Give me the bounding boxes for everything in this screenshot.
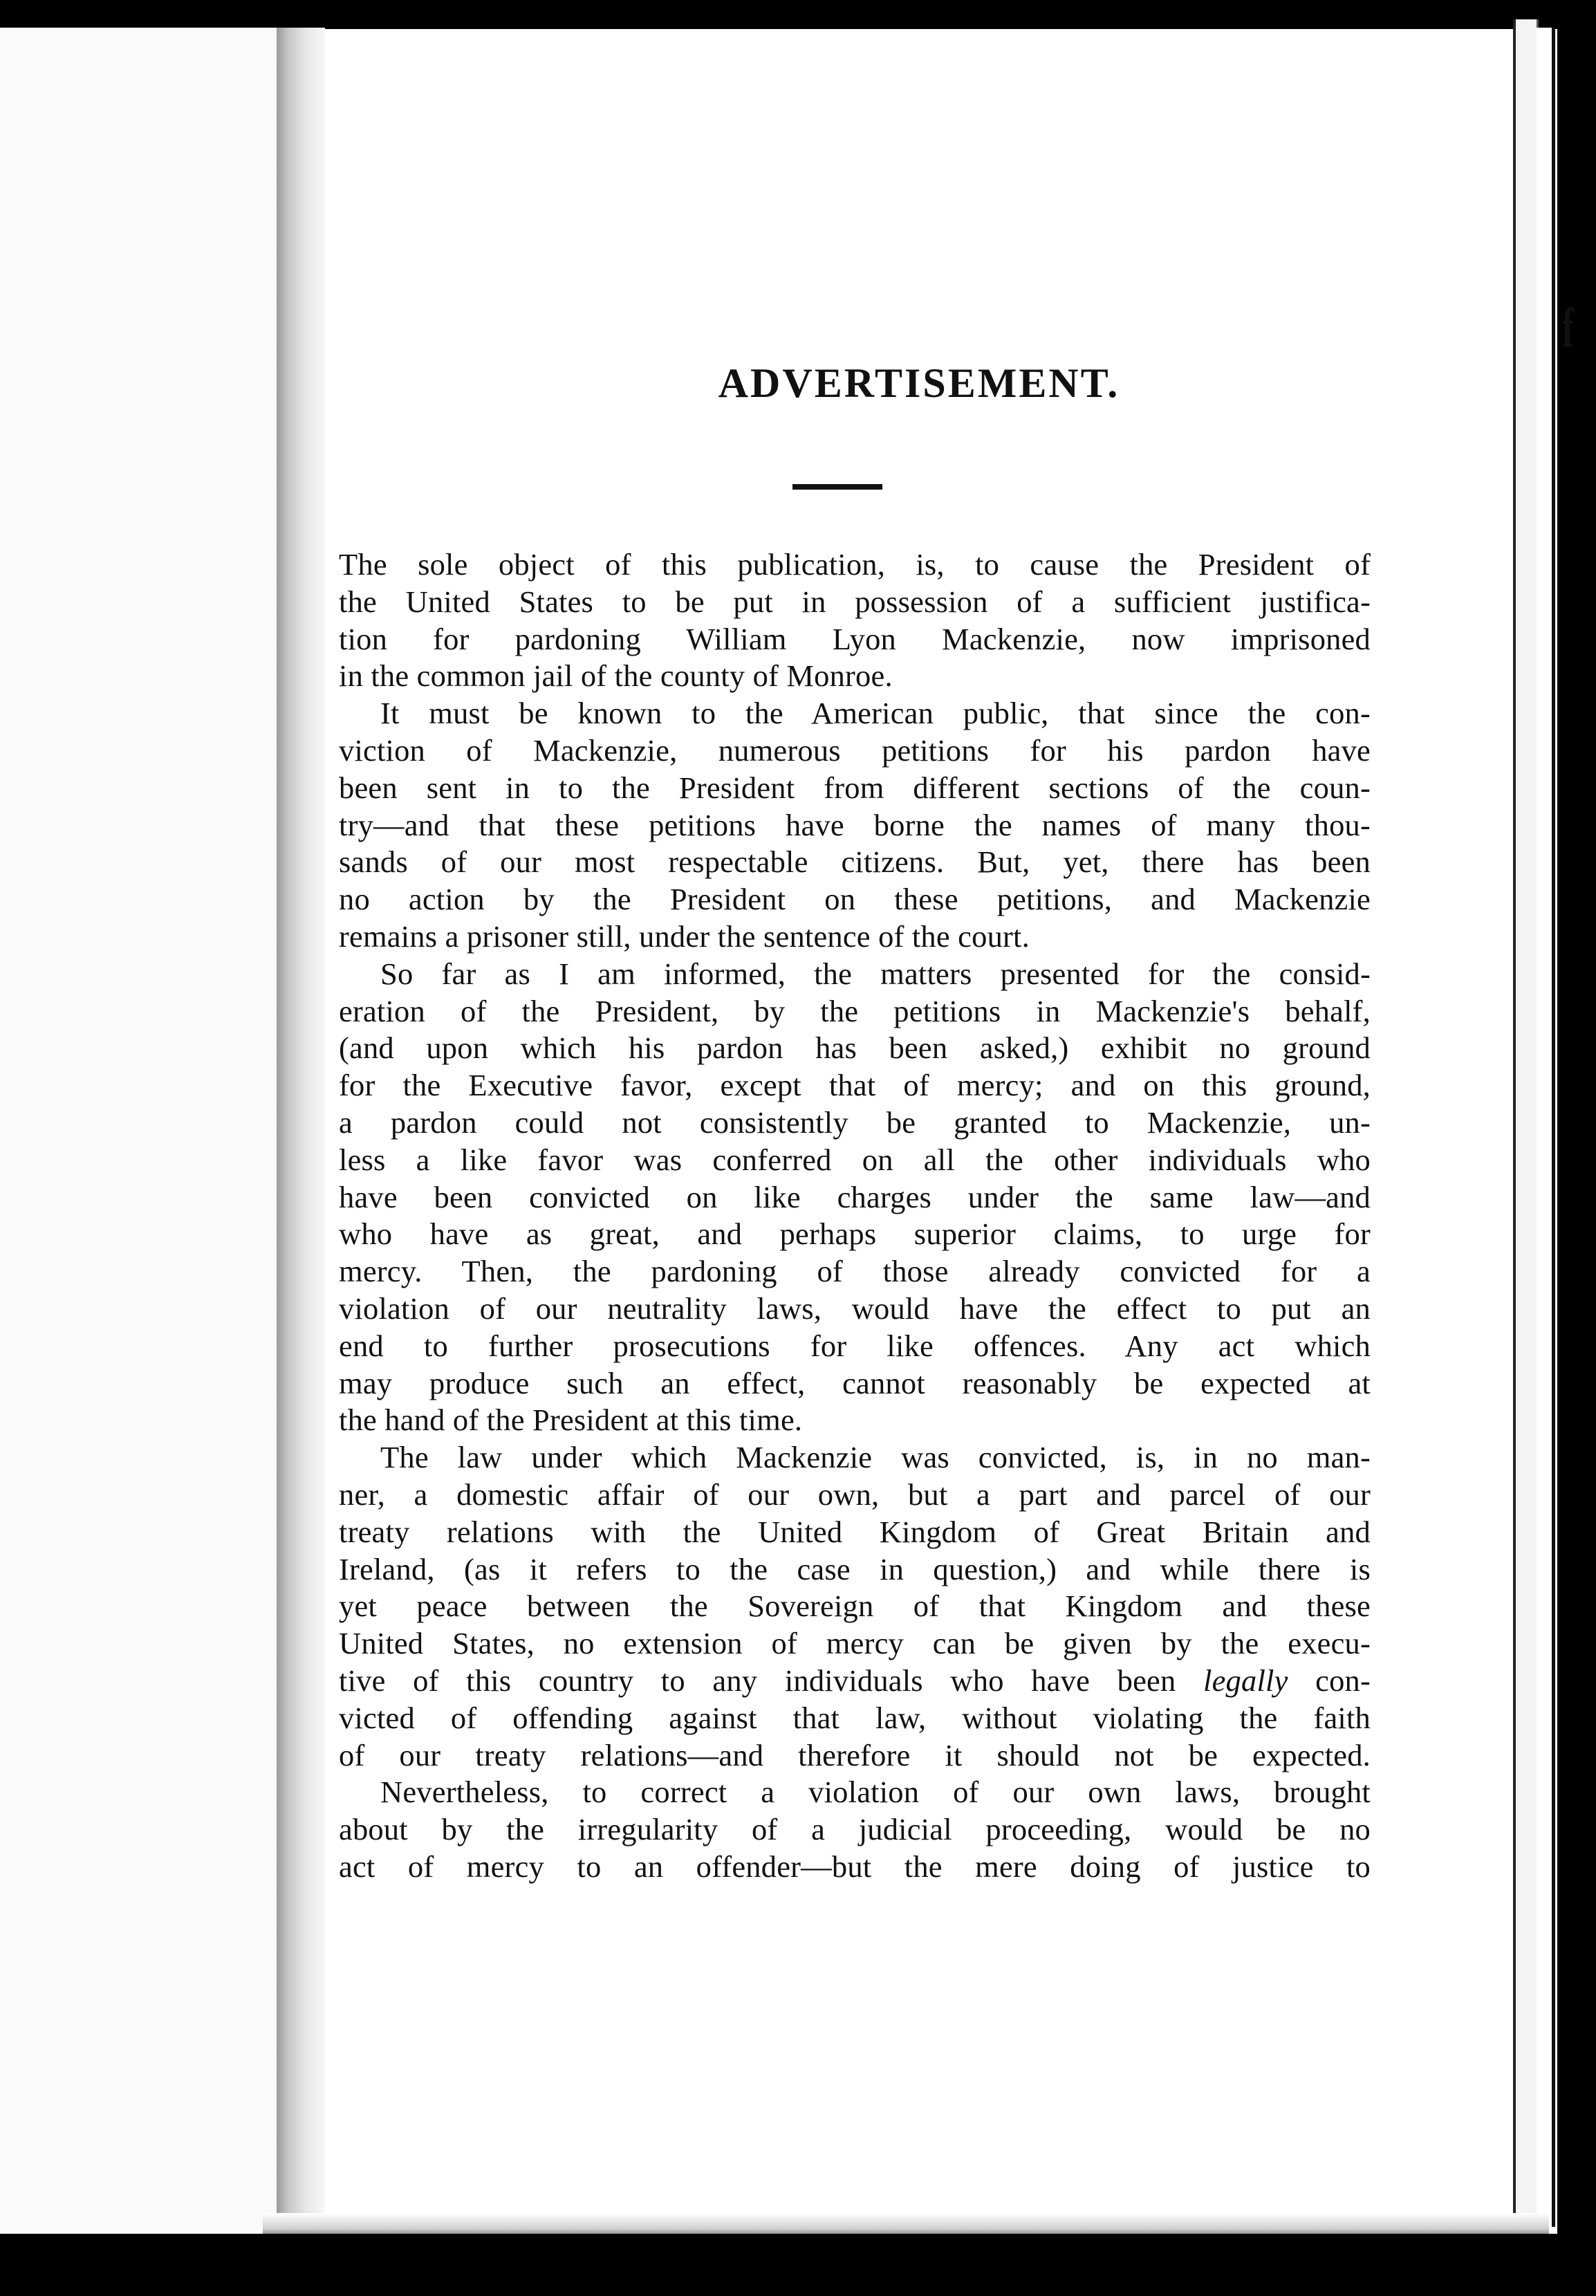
text-line-content: who have as great, and perhaps superior claims, to urge for	[339, 1216, 1371, 1252]
text-line-content: tive of this country to any individuals who have been	[339, 1663, 1204, 1698]
left-blank-page	[0, 28, 279, 2241]
text-line-content: a pardon could not consistently be granted to Mackenzie, un-	[339, 1104, 1371, 1140]
text-line	[339, 1439, 1371, 1476]
text-line-content: about by the irregularity of a judicial proceeding, would be no	[339, 1812, 1371, 1847]
margin-mark: f	[1562, 298, 1574, 359]
text-line-content: sands of our most respectable citizens. But, yet, there has been	[339, 844, 1371, 880]
text-line-content: Nevertheless, to correct a violation of our own laws, brought	[380, 1775, 1371, 1810]
text-line	[339, 1179, 1371, 1216]
text-line-content: no action by the President on these petitions, and Mackenzie	[339, 882, 1371, 917]
text-line-content: the hand of the President at this time.	[339, 1402, 803, 1438]
text-line	[339, 658, 1371, 695]
text-line-content: treaty relations with the United Kingdom of Great Britain and	[339, 1514, 1371, 1549]
scan-bottom-border	[0, 2234, 1596, 2296]
text-line-content: act of mercy to an offender—but the mere doing of justice to	[339, 1849, 1371, 1884]
text-line	[339, 1030, 1371, 1067]
text-line-content: of our treaty relations—and therefore it should not be expected.	[339, 1737, 1371, 1772]
text-line-content: Ireland, (as it refers to the case in question,) and while there is	[339, 1551, 1371, 1586]
text-line-content: been sent in to the President from different sections of the coun-	[339, 770, 1371, 805]
text-line	[339, 993, 1371, 1030]
page-edge-strip	[1513, 19, 1539, 2232]
text-line-content: for the Executive favor, except that of mercy; and on this ground,	[339, 1068, 1371, 1103]
text-line	[339, 1811, 1371, 1849]
text-line-content: try—and that these petitions have borne the names of many thou-	[339, 807, 1371, 842]
italic-word: legally	[1203, 1663, 1288, 1698]
text-line	[339, 1774, 1371, 1811]
page-title: ADVERTISEMENT.	[718, 360, 1120, 406]
text-line	[339, 770, 1371, 807]
text-line	[339, 844, 1371, 881]
text-line	[339, 1365, 1371, 1402]
text-line-content: It must be known to the American public, that since the con-	[380, 696, 1371, 731]
text-line-content: victed of offending against that law, without violating the faith	[339, 1700, 1371, 1735]
book-gutter-shadow	[277, 28, 325, 2248]
body-text	[339, 546, 1371, 1886]
text-line	[339, 1104, 1371, 1142]
text-line-content: tion for pardoning William Lyon Mackenzie, now imprisoned	[339, 621, 1371, 656]
text-line	[339, 584, 1371, 621]
text-line-content: in the common jail of the county of Monroe.	[339, 658, 893, 694]
text-line-content: remains a prisoner still, under the sentence of the court.	[339, 918, 1030, 954]
text-line	[339, 1328, 1371, 1365]
text-line-content: The law under which Mackenzie was convicted, is, in no man-	[380, 1440, 1371, 1475]
text-line	[339, 1290, 1371, 1328]
text-line	[339, 1067, 1371, 1104]
text-line	[339, 1402, 1371, 1439]
scan-top-border	[0, 0, 1596, 29]
text-line-content: end to further prosecutions for like offences. Any act which	[339, 1328, 1371, 1363]
title-rule	[792, 484, 882, 490]
text-line	[339, 1663, 1371, 1700]
text-line-content: less a like favor was conferred on all the other individuals who	[339, 1142, 1371, 1177]
text-line-content: (and upon which his pardon has been asked,) exhibit no ground	[339, 1030, 1371, 1066]
text-line-content: mercy. Then, the pardoning of those already convicted for a	[339, 1254, 1371, 1289]
text-line	[339, 807, 1371, 844]
text-line-content: So far as I am informed, the matters presented for the consid-	[380, 956, 1371, 991]
text-line	[339, 918, 1371, 956]
text-line-content: violation of our neutrality laws, would have the effect to put an	[339, 1290, 1371, 1326]
text-line	[339, 546, 1371, 584]
text-line-content: may produce such an effect, cannot reasonably be expected at	[339, 1365, 1371, 1400]
text-line-content: yet peace between the Sovereign of that Kingdom and these	[339, 1589, 1371, 1624]
text-line	[339, 1253, 1371, 1290]
text-line	[339, 1514, 1371, 1551]
text-line	[339, 1737, 1371, 1775]
text-line-content: United States, no extension of mercy can be given by the execu-	[339, 1626, 1371, 1661]
text-line	[339, 1476, 1371, 1514]
text-line-content: have been convicted on like charges under the same law—and	[339, 1179, 1371, 1214]
text-line	[339, 1625, 1371, 1663]
text-line-content: eration of the President, by the petitions in Mackenzie's behalf,	[339, 993, 1371, 1028]
text-line	[339, 956, 1371, 993]
text-line-tail: con-	[1288, 1663, 1371, 1698]
text-line	[339, 695, 1371, 732]
text-line-content: viction of Mackenzie, numerous petitions for his pardon have	[339, 732, 1371, 768]
text-line-content: the United States to be put in possession of a sufficient justifica-	[339, 584, 1371, 619]
page-edge-strip-outer	[1537, 28, 1555, 2227]
text-line-content: ner, a domestic affair of our own, but a part and parcel of our	[339, 1476, 1371, 1512]
text-line	[339, 1849, 1371, 1886]
text-line-content: The sole object of this publication, is, to cause the President of	[339, 547, 1371, 582]
text-line	[339, 881, 1371, 918]
text-line	[339, 1216, 1371, 1253]
text-line	[339, 1142, 1371, 1179]
text-line	[339, 1588, 1371, 1625]
text-line	[339, 1551, 1371, 1589]
text-line	[339, 621, 1371, 658]
text-line	[339, 1700, 1371, 1737]
text-line	[339, 732, 1371, 770]
